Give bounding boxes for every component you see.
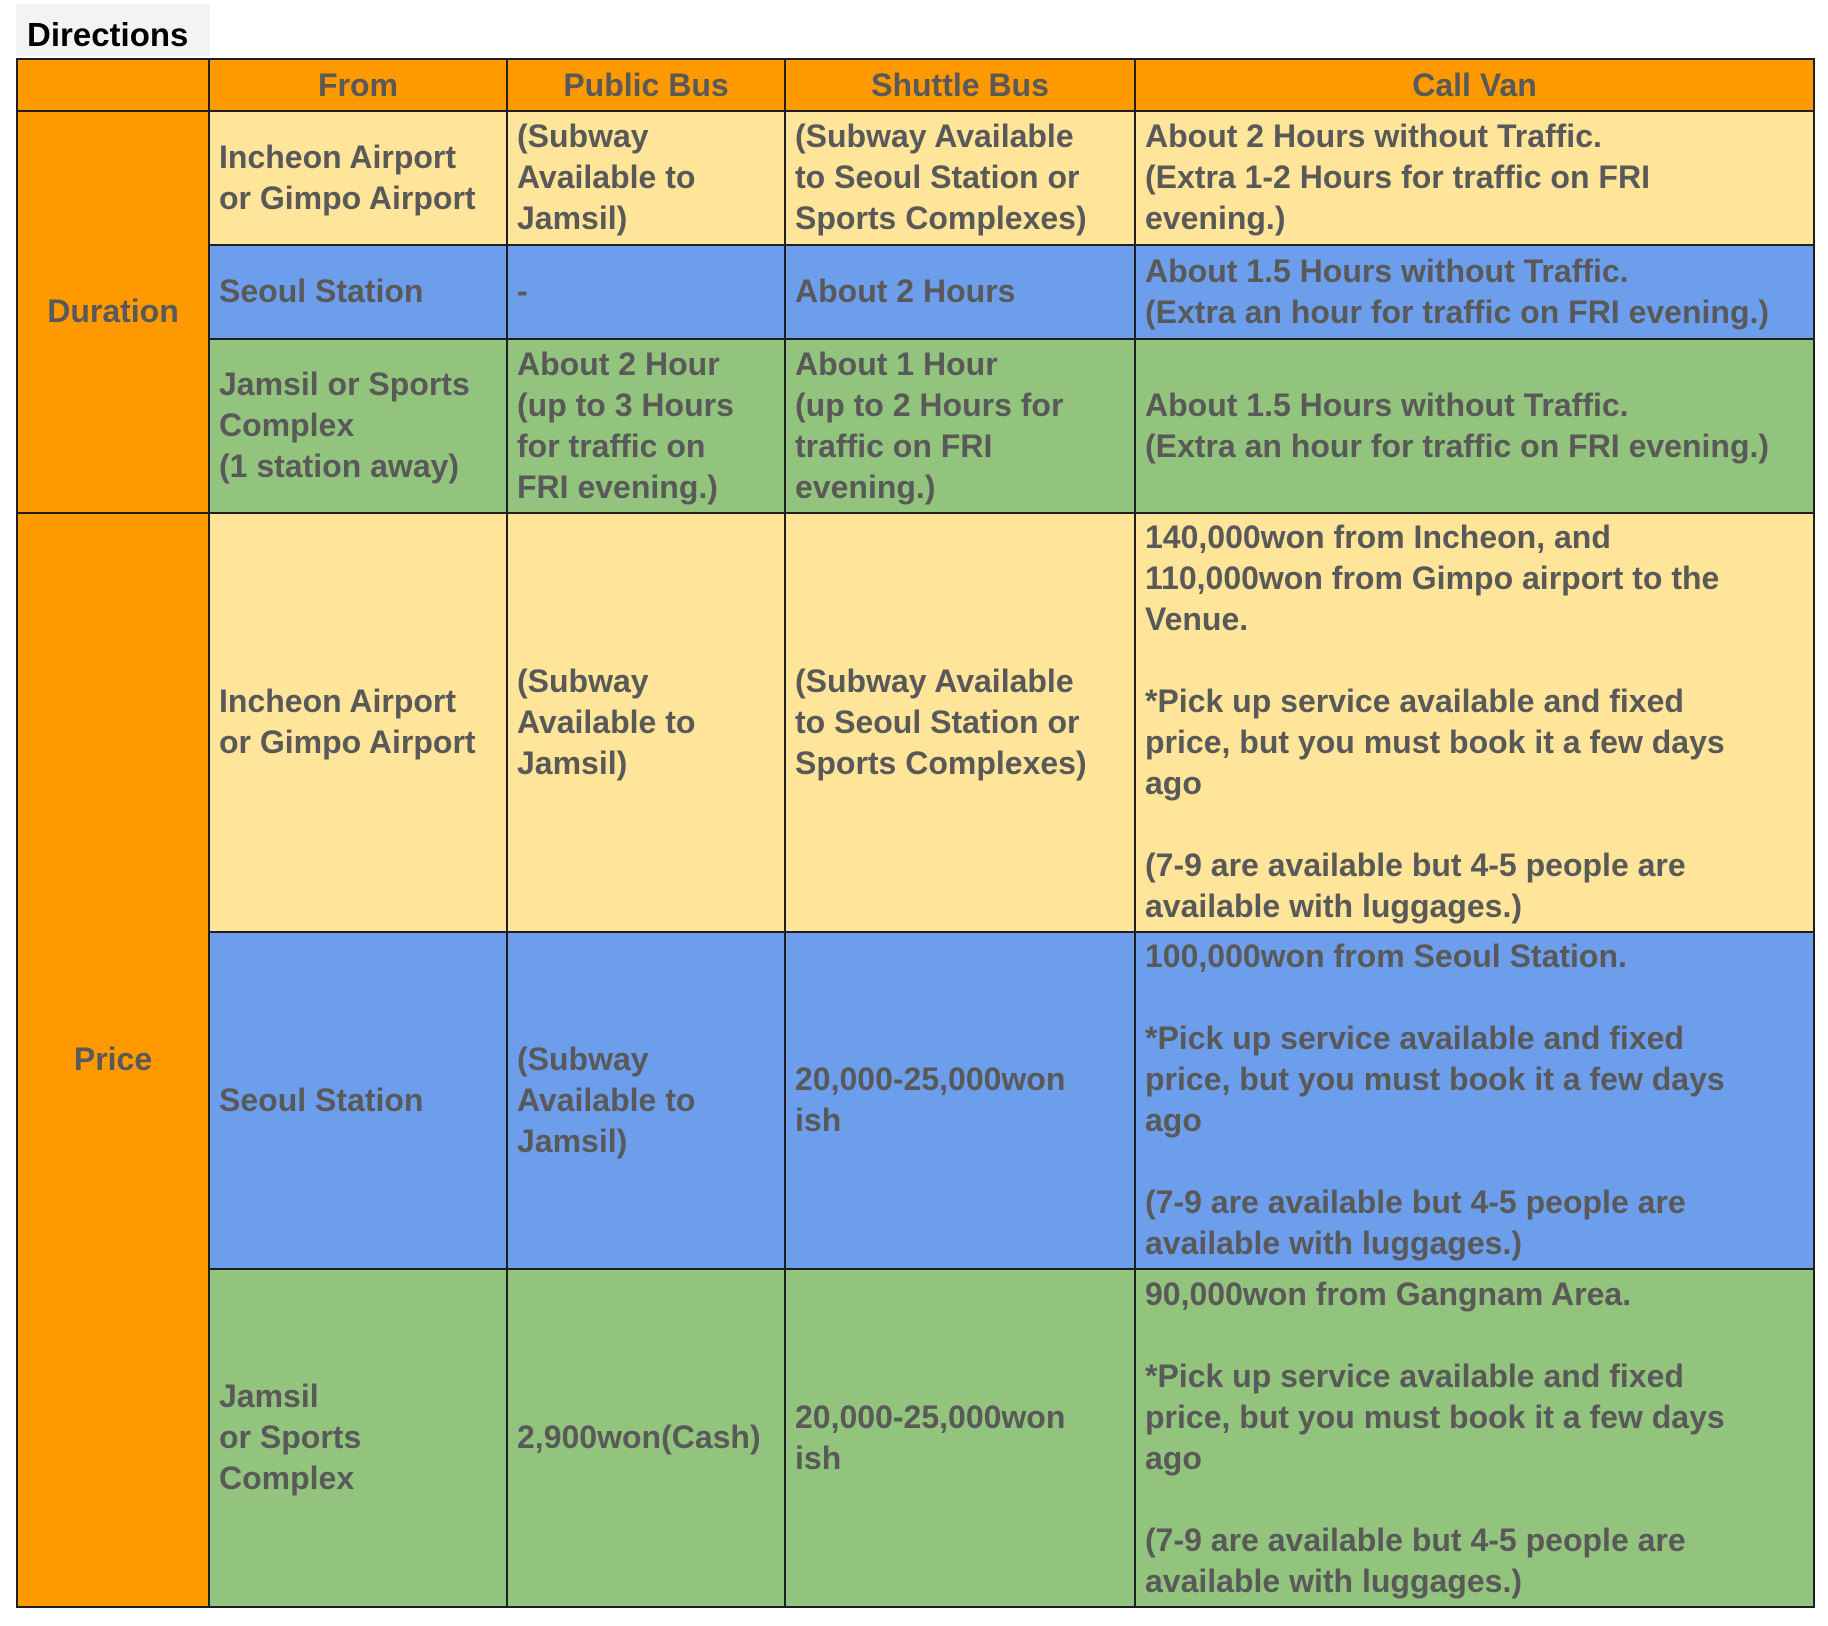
- public-bus-cell[interactable]: (Subway Available to Jamsil): [507, 932, 785, 1269]
- duration-row-seoul-station: [17, 245, 1814, 339]
- duration-row-airport: [17, 111, 1814, 245]
- from-cell[interactable]: Jamsil or Sports Complex (1 station away): [209, 339, 507, 513]
- public-bus-cell[interactable]: -: [507, 245, 785, 339]
- sheet-title: Directions: [16, 4, 210, 56]
- price-label[interactable]: Price: [17, 513, 209, 1607]
- public-bus-cell[interactable]: (Subway Available to Jamsil): [507, 111, 785, 245]
- call-van-cell[interactable]: About 1.5 Hours without Traffic. (Extra an hour for traffic on FRI evening.): [1135, 339, 1814, 513]
- header-corner-cell[interactable]: [17, 59, 209, 111]
- shuttle-bus-cell[interactable]: 20,000-25,000won ish: [785, 932, 1135, 1269]
- call-van-cell[interactable]: 140,000won from Incheon, and 110,000won from Gimpo airport to the Venue. *Pick up service available and fixed price, but you must book it a few days ago (7-9 are available but 4-5 people are available with luggages.): [1135, 513, 1814, 932]
- public-bus-cell[interactable]: About 2 Hour (up to 3 Hours for traffic on FRI evening.): [507, 339, 785, 513]
- duration-label[interactable]: Duration: [17, 111, 209, 513]
- from-cell[interactable]: Incheon Airport or Gimpo Airport: [209, 111, 507, 245]
- from-cell[interactable]: Seoul Station: [209, 932, 507, 1269]
- price-row-jamsil: [17, 1269, 1814, 1607]
- header-shuttle-bus[interactable]: Shuttle Bus: [785, 59, 1135, 111]
- header-row: [17, 59, 1814, 111]
- price-row-seoul-station: [17, 932, 1814, 1269]
- public-bus-cell[interactable]: 2,900won(Cash): [507, 1269, 785, 1607]
- shuttle-bus-cell[interactable]: About 1 Hour (up to 2 Hours for traffic on FRI evening.): [785, 339, 1135, 513]
- header-from[interactable]: From: [209, 59, 507, 111]
- header-public-bus[interactable]: Public Bus: [507, 59, 785, 111]
- call-van-cell[interactable]: About 1.5 Hours without Traffic. (Extra an hour for traffic on FRI evening.): [1135, 245, 1814, 339]
- shuttle-bus-cell[interactable]: (Subway Available to Seoul Station or Sports Complexes): [785, 111, 1135, 245]
- shuttle-bus-cell[interactable]: About 2 Hours: [785, 245, 1135, 339]
- from-cell[interactable]: Seoul Station: [209, 245, 507, 339]
- from-cell[interactable]: Jamsil or Sports Complex: [209, 1269, 507, 1607]
- shuttle-bus-cell[interactable]: 20,000-25,000won ish: [785, 1269, 1135, 1607]
- duration-row-jamsil: [17, 339, 1814, 513]
- directions-table: [16, 58, 1815, 1608]
- public-bus-cell[interactable]: (Subway Available to Jamsil): [507, 513, 785, 932]
- price-row-airport: [17, 513, 1814, 932]
- header-call-van[interactable]: Call Van: [1135, 59, 1814, 111]
- call-van-cell[interactable]: About 2 Hours without Traffic. (Extra 1-2 Hours for traffic on FRI evening.): [1135, 111, 1814, 245]
- call-van-cell[interactable]: 90,000won from Gangnam Area. *Pick up service available and fixed price, but you must book it a few days ago (7-9 are available but 4-5 people are available with luggages.): [1135, 1269, 1814, 1607]
- call-van-cell[interactable]: 100,000won from Seoul Station. *Pick up service available and fixed price, but you must book it a few days ago (7-9 are available but 4-5 people are available with luggages.): [1135, 932, 1814, 1269]
- from-cell[interactable]: Incheon Airport or Gimpo Airport: [209, 513, 507, 932]
- shuttle-bus-cell[interactable]: (Subway Available to Seoul Station or Sports Complexes): [785, 513, 1135, 932]
